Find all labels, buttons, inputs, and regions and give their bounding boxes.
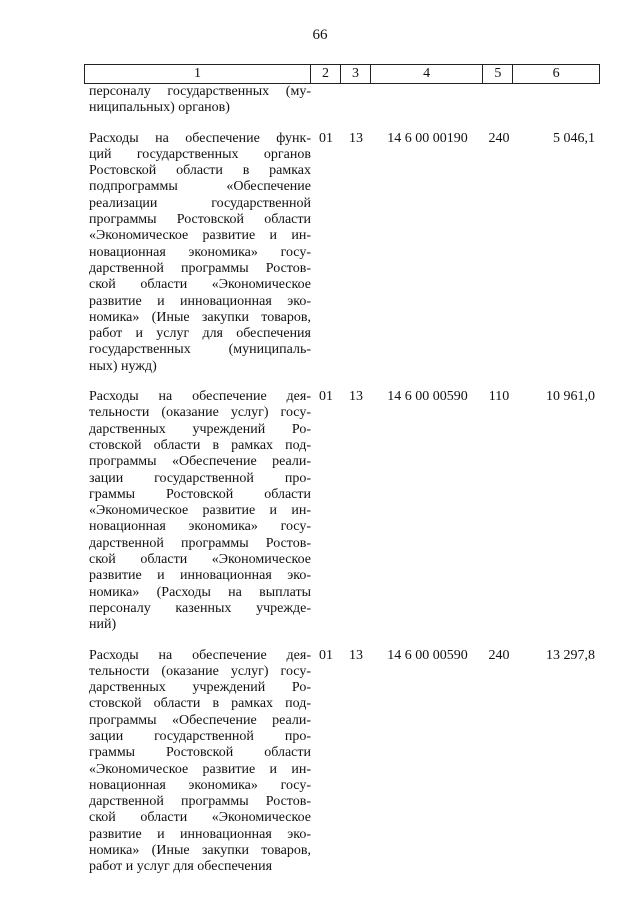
description-line: тельности (оказание услуг) госу- [89, 663, 311, 679]
header-col-1: 1 [85, 65, 311, 83]
cell-c6: 10 961,0 [546, 389, 595, 405]
cell-c4: 14 6 00 00190 [387, 130, 468, 146]
description-line: новационная экономика» госу- [89, 519, 311, 535]
description-line: дарственной программы Ростов- [89, 260, 311, 276]
description-line: «Экономическое развитие и ин- [89, 228, 311, 244]
description-line: номика» (Расходы на выплаты [89, 584, 311, 600]
table-row [84, 389, 600, 633]
description-line: ных) нужд) [89, 358, 157, 374]
description-line: зации государственной про- [89, 470, 311, 486]
description-line: персоналу казенных учрежде- [89, 600, 311, 616]
cell-c3 [341, 84, 371, 117]
description-line: работ и услуг для обеспечения [89, 859, 273, 875]
description-line: ний) [89, 617, 117, 633]
header-col-4: 4 [371, 65, 484, 83]
cell-c3: 13 [349, 389, 363, 405]
description-line: ниципальных) органов) [89, 100, 230, 116]
cell-c6: 5 046,1 [553, 130, 595, 146]
table-row [84, 131, 600, 375]
cell-c2 [311, 84, 341, 117]
description-line: развитие и инновационная эко- [89, 568, 311, 584]
header-col-6: 6 [552, 66, 560, 81]
table-row [84, 84, 600, 117]
row-description [84, 84, 311, 117]
description-line: Расходы на обеспечение дея- [89, 389, 311, 405]
table-body [84, 84, 600, 890]
cell-c2: 01 [319, 389, 333, 405]
row-description [84, 131, 311, 375]
cell-c4 [371, 84, 484, 117]
table-row [84, 648, 600, 876]
cell-c3: 13 [349, 647, 363, 663]
row-description [84, 389, 311, 633]
description-line: программы «Обеспечение реали- [89, 712, 311, 728]
description-line: Расходы на обеспечение функ- [89, 130, 311, 146]
cell-c4: 14 6 00 00590 [387, 389, 468, 405]
description-line: программы «Обеспечение реали- [89, 454, 311, 470]
description-line: дарственных учреждений Ро- [89, 421, 311, 437]
description-line: государственных (муниципаль- [89, 342, 311, 358]
description-line: номика» (Иные закупки товаров, [89, 843, 311, 859]
description-line: реализации государственной [89, 195, 311, 211]
cell-c3: 13 [349, 130, 363, 146]
description-line: подпрограммы «Обеспечение [89, 179, 311, 195]
description-line: развитие и инновационная эко- [89, 826, 311, 842]
cell-c6 [514, 84, 600, 117]
description-line: граммы Ростовской области [89, 745, 311, 761]
cell-c6: 13 297,8 [546, 647, 595, 663]
description-line: развитие и инновационная эко- [89, 293, 311, 309]
description-line: ций государственных органов [89, 146, 311, 162]
description-line: тельности (оказание услуг) госу- [89, 405, 311, 421]
description-line: «Экономическое развитие и ин- [89, 761, 311, 777]
description-line: Расходы на обеспечение дея- [89, 647, 311, 663]
description-line: ской области «Экономическое [89, 552, 311, 568]
table-header [84, 64, 600, 84]
description-line: Ростовской области в рамках [89, 163, 311, 179]
description-line: дарственной программы Ростов- [89, 535, 311, 551]
cell-c2: 01 [319, 130, 333, 146]
description-line: ской области «Экономическое [89, 277, 311, 293]
description-line: работ и услуг для обеспечения [89, 326, 311, 342]
description-line: стовской области в рамках под- [89, 696, 311, 712]
description-line: программы Ростовской области [89, 212, 311, 228]
cell-c5: 110 [488, 389, 510, 405]
cell-c5: 240 [488, 647, 510, 663]
cell-c2: 01 [319, 647, 333, 663]
header-col-5: 5 [483, 65, 513, 83]
cell-c5: 240 [488, 130, 510, 146]
description-line: граммы Ростовской области [89, 486, 311, 502]
description-line: новационная экономика» госу- [89, 777, 311, 793]
page-number: 66 [312, 27, 328, 43]
description-line: персоналу государственных (му- [89, 84, 311, 99]
description-line: номика» (Иные закупки товаров, [89, 309, 311, 325]
row-description [84, 648, 311, 876]
cell-c5 [484, 84, 514, 117]
description-line: стовской области в рамках под- [89, 437, 311, 453]
description-line: дарственной программы Ростов- [89, 794, 311, 810]
header-col-2: 2 [311, 65, 341, 83]
description-line: дарственных учреждений Ро- [89, 680, 311, 696]
description-line: зации государственной про- [89, 728, 311, 744]
cell-c4: 14 6 00 00590 [387, 647, 468, 663]
description-line: «Экономическое развитие и ин- [89, 503, 311, 519]
description-line: ской области «Экономическое [89, 810, 311, 826]
header-col-3: 3 [341, 65, 371, 83]
description-line: новационная экономика» госу- [89, 244, 311, 260]
